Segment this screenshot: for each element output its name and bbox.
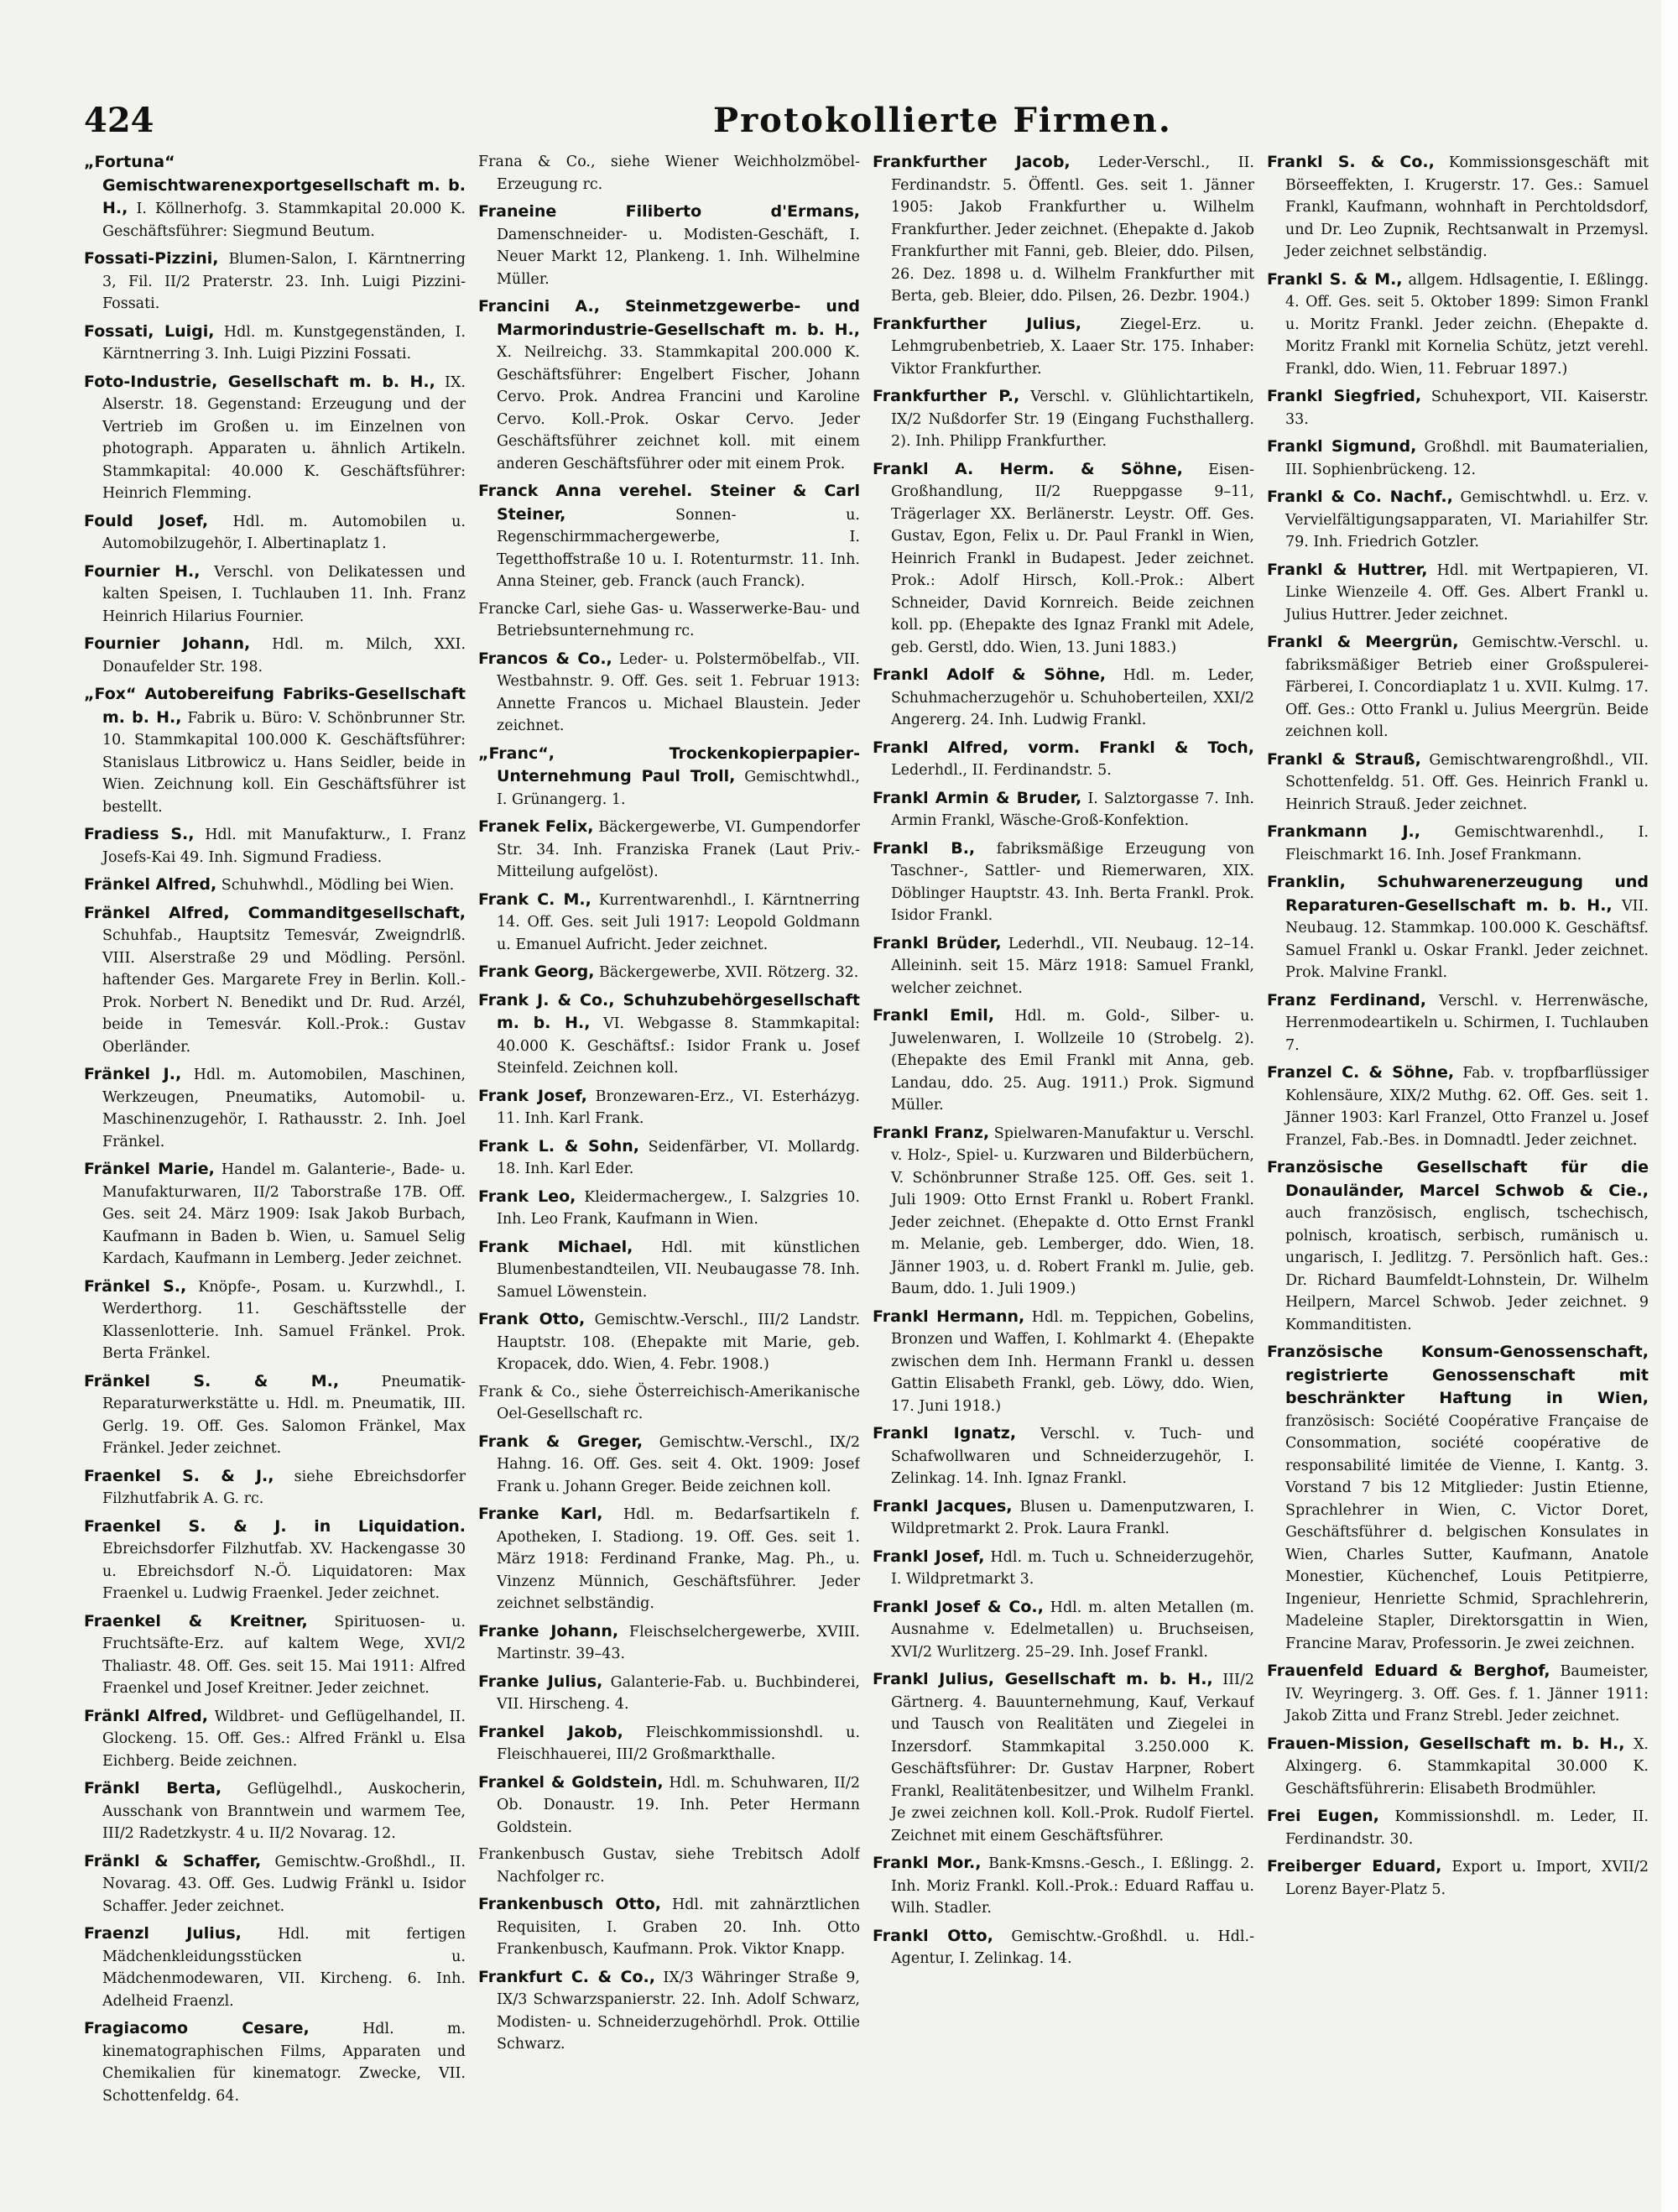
firm-name: Frank C. M., bbox=[478, 889, 591, 909]
firm-name: Frankl Julius, Gesellschaft m. b. H., bbox=[873, 1670, 1213, 1688]
firm-details: Hdl. m. Tuch u. Schneiderzugehör, I. Wildpretmarkt 3. bbox=[891, 1548, 1254, 1588]
firm-name: Fränkel Alfred, bbox=[84, 875, 217, 894]
firm-name: Frankenbusch Otto, bbox=[478, 1895, 661, 1913]
directory-entry bbox=[1267, 749, 1649, 816]
firm-details: Frankenbusch Gustav, siehe Trebitsch Adolf Nachfolger rc. bbox=[478, 1846, 860, 1886]
directory-entry bbox=[873, 1306, 1254, 1418]
firm-name: Frankl Hermann, bbox=[873, 1307, 1025, 1326]
firm-name: Fränkel S. & M., bbox=[84, 1371, 340, 1390]
page-number: 424 bbox=[84, 101, 154, 140]
firm-details: auch französisch, englisch, tschechisch, polnisch, kroatisch, serbisch, rumänisch u. ungarisch, I. Jedlitzg. 7. Persönlich haft. Ges.: Dr. Richard Baumfeldt-Lohnstein, Dr. Wilhelm Heilpern, Marcel Schwob. Jeder zeichnet. 9 Kommanditisten. bbox=[1285, 1205, 1649, 1333]
directory-entry bbox=[478, 1085, 860, 1130]
directory-entry bbox=[84, 561, 466, 629]
directory-entry bbox=[84, 1276, 466, 1365]
firm-name: Franck Anna verehel. Steiner & Carl Steiner, bbox=[478, 482, 860, 524]
firm-details: Hdl. m. Teppichen, Gobelins, Bronzen und Waffen, I. Kohlmarkt 4. (Ehepakte zwischen dem Inh. Hermann Frankl u. dessen Gattin Elisabeth Frankl, geb. Löwy, ddo. Wien, 17. Juni 1918.) bbox=[891, 1308, 1254, 1415]
firm-name: Frankl Mor., bbox=[873, 1854, 982, 1872]
firm-details: X. Alxingerg. 6. Stammkapital 30.000 K. Geschäftsführerin: Elisabeth Brodmühler. bbox=[1285, 1735, 1649, 1797]
firm-details: Kommissionsgeschäft mit Börseeffekten, I. Krugerstr. 17. Ges.: Samuel Frankl, Kaufmann, wohnhaft in Perchtoldsdorf, und Dr. Leo Zupnik, Rechtsanwalt in Przemysl. Jeder zeichnet selbständig. bbox=[1285, 154, 1649, 260]
firm-details: allgem. Hdlsagentie, I. Eßlingg. 4. Off. Ges. seit 5. Oktober 1899: Simon Frankl u. Moritz Frankl. Jeder zeichn. (Ehepakte d. Moritz Frankl mit Kornelia Schütz, jetzt verehl. Frankl, ddo. Wien, 11. Februar 1897.) bbox=[1285, 271, 1649, 378]
directory-entry bbox=[84, 1370, 466, 1460]
firm-details: Baumeister, IV. Weyringerg. 3. Off. Ges. f. 1. Jänner 1911: Jakob Zitta und Franz Strebl. Jeder zeichnet. bbox=[1285, 1663, 1649, 1724]
column-1 bbox=[84, 151, 466, 2148]
firm-name: Frank Georg, bbox=[478, 963, 595, 981]
firm-name: Frank Michael, bbox=[478, 1237, 633, 1256]
firm-details: Blusen u. Damenputzwaren, I. Wildpretmarkt 2. Prok. Laura Frankl. bbox=[891, 1498, 1254, 1537]
directory-entry bbox=[84, 1516, 466, 1605]
firm-name: Frankl & Strauß, bbox=[1267, 749, 1421, 769]
directory-entry bbox=[1267, 436, 1649, 481]
directory-entry bbox=[1267, 821, 1649, 866]
directory-entry bbox=[84, 1922, 466, 2012]
directory-entry bbox=[873, 787, 1254, 832]
firm-name: Franzel C. & Söhne, bbox=[1267, 1063, 1455, 1082]
firm-name: Frei Eugen, bbox=[1267, 1807, 1379, 1825]
directory-entry bbox=[478, 989, 860, 1080]
directory-entry bbox=[478, 201, 860, 290]
firm-name: Frauen-Mission, Gesellschaft m. b. H., bbox=[1267, 1734, 1625, 1753]
firm-name: Frankel & Goldstein, bbox=[478, 1772, 664, 1792]
firm-name: Francos & Co., bbox=[478, 649, 612, 668]
directory-entry bbox=[84, 151, 466, 243]
directory-entry bbox=[478, 1771, 860, 1839]
firm-details: Bank-Kmsns.-Gesch., I. Eßlingg. 2. Inh. Moriz Frankl. Koll.-Prok.: Eduard Raffau u. Wilh. Stadler. bbox=[891, 1855, 1254, 1917]
firm-name: Fränkel J., bbox=[84, 1065, 182, 1083]
directory-entry bbox=[873, 1122, 1254, 1301]
firm-name: „Franc“, Trockenkopierpapier-Unternehmung Paul Troll, bbox=[478, 743, 860, 785]
firm-name: „Fortuna“ Gemischtwarenexportgesellschaft m. b. H., bbox=[84, 153, 466, 217]
firm-name: Frankl Jacques, bbox=[873, 1496, 1013, 1516]
firm-name: Fournier H., bbox=[84, 561, 201, 581]
firm-name: Fraenkel S. & J. in Liquidation. bbox=[84, 1516, 466, 1536]
firm-details: Bronzewaren-Erz., VI. Esterházyg. 11. Inh. Karl Frank. bbox=[497, 1088, 860, 1127]
directory-entry bbox=[84, 1465, 466, 1510]
firm-details: Hdl. mit zahnärztlichen Requisiten, I. Graben 20. Inh. Otto Frankenbusch, Kaufmann. Prok. Viktor Knapp. bbox=[497, 1896, 860, 1958]
directory-entry bbox=[478, 598, 860, 643]
directory-entry bbox=[478, 1381, 860, 1426]
firm-details: Spirituosen- u. Fruchtsäfte-Erz. auf kaltem Wege, XVI/2 Thaliastr. 48. Off. Ges. seit 15. Mai 1911: Alfred Fraenkel und Josef Kreitner. Jeder zeichnet. bbox=[102, 1613, 466, 1697]
firm-details: Fab. v. tropfbarflüssiger Kohlensäure, XIX/2 Muthg. 62. Off. Ges. seit 1. Jänner 1903: Karl Franzel, Otto Franzel u. Josef Franzel, Fab.-Bes. in Domnadtl. Jeder zeichnet. bbox=[1285, 1065, 1649, 1149]
directory-entry bbox=[478, 1431, 860, 1499]
firm-details: Blumen-Salon, I. Kärntnerring 3, Fil. II/2 Praterstr. 23. Inh. Luigi Pizzini-Fossati. bbox=[102, 251, 466, 312]
firm-details: Damenschneider- u. Modisten-Geschäft, I. Neuer Markt 12, Plankeng. 1. Inh. Wilhelmine Müller. bbox=[497, 226, 860, 288]
directory-entry bbox=[1267, 559, 1649, 627]
firm-details: Leder-Verschl., II. Ferdinandstr. 5. Öffentl. Ges. seit 1. Jänner 1905: Jakob Frankfurther u. Wilhelm Frankfurther. Jeder zeichnet. (Ehepakte d. Jakob Frankfurther mit Fanni, geb. Bleier, ddo. Pilsen, 26. Dez. 1898 u. d. Wilhelm Frankfurther mit Berta, geb. Bleier, ddo. Pilsen, 26. Dezbr. 1904.) bbox=[891, 154, 1254, 305]
directory-entry bbox=[873, 458, 1254, 660]
firm-name: Fould Josef, bbox=[84, 511, 209, 530]
directory-entry bbox=[84, 371, 466, 505]
firm-details: Fleischselchergewerbe, XVIII. Martinstr. 39–43. bbox=[497, 1623, 860, 1662]
directory-entry bbox=[84, 1158, 466, 1270]
firm-name: Frank Otto, bbox=[478, 1310, 586, 1328]
directory-entry bbox=[84, 1705, 466, 1773]
column-4 bbox=[1267, 151, 1649, 2148]
firm-details: Fabrik u. Büro: V. Schönbrunner Str. 10. Stammkapital 100.000 K. Geschäftsführer: Stanislaus Litbrowicz u. Hans Seidler, beide in Wien. Zeichnung koll. Ein Geschäftsführer ist bestellt. bbox=[102, 709, 466, 816]
firm-name: „Fox“ Autobereifung Fabriks-Gesellschaft m. b. H., bbox=[84, 685, 466, 727]
firm-details: Frana & Co., siehe Wiener Weichholzmöbel-Erzeugung rc. bbox=[478, 154, 860, 193]
firm-details: Knöpfe-, Posam. u. Kurzwhdl., I. Werderthorg. 11. Geschäftsstelle der Klassenlotterie. Inh. Samuel Fränkel. Prok. Berta Fränkel. bbox=[102, 1278, 466, 1362]
firm-details: Bäckergewerbe, XVII. Rötzerg. 32. bbox=[594, 964, 859, 981]
firm-name: Frankl Siegfried, bbox=[1267, 387, 1422, 405]
firm-details: Hdl. mit künstlichen Blumenbestandteilen, VII. Neubaugasse 78. Inh. Samuel Löwenstein. bbox=[497, 1239, 860, 1301]
directory-entry bbox=[478, 1844, 860, 1888]
directory-entry bbox=[84, 823, 466, 869]
directory-entry bbox=[84, 902, 466, 1059]
firm-details: Hdl. mit fertigen Mädchenkleidungsstücken u. Mädchenmodewaren, VII. Kircheng. 6. Inh. Adelheid Fraenzl. bbox=[102, 1926, 466, 2010]
directory-entry bbox=[873, 1852, 1254, 1920]
column-2 bbox=[478, 151, 860, 2148]
directory-entry bbox=[1267, 871, 1649, 984]
firm-name: Frank Josef, bbox=[478, 1086, 587, 1105]
directory-entry bbox=[478, 743, 860, 811]
directory-entry bbox=[478, 1620, 860, 1666]
directory-entry bbox=[873, 737, 1254, 782]
firm-details: Gemischtwhdl. u. Erz. v. Vervielfältigungsapparaten, VI. Mariahilfer Str. 79. Inh. Friedrich Gotzler. bbox=[1285, 489, 1649, 550]
firm-name: Frankl Josef, bbox=[873, 1547, 985, 1566]
directory-entry bbox=[873, 837, 1254, 927]
directory-entry bbox=[478, 648, 860, 738]
directory-entry bbox=[873, 151, 1254, 308]
firm-details: Bäckergewerbe, VI. Gumpendorfer Str. 34. Inh. Franziska Franek (Laut Priv.-Mitteilung aufgelöst). bbox=[497, 819, 860, 880]
firm-details: Gemischtwarenhdl., I. Fleischmarkt 16. Inh. Josef Frankmann. bbox=[1285, 824, 1649, 863]
firm-details: Hdl. m. Bedarfsartikeln f. Apotheken, I. Stadiong. 19. Off. Ges. seit 1. März 1918: Ferdinand Franke, Mag. Ph., u. Vinzenz Münnich, Geschäftsführer. Jeder zeichnet selbständig. bbox=[497, 1506, 860, 1612]
firm-details: Hdl. m. Milch, XXI. Donaufelder Str. 198. bbox=[102, 636, 466, 676]
firm-details: I. Köllnerhofg. 3. Stammkapital 20.000 K. Geschäftsführer: Siegmund Beutum. bbox=[102, 201, 466, 240]
firm-name: Frankl S. & Co., bbox=[1267, 153, 1435, 171]
directory-entry bbox=[873, 1422, 1254, 1490]
directory-entry bbox=[84, 1777, 466, 1845]
directory-entry bbox=[1267, 151, 1649, 263]
firm-details: IX/3 Währinger Straße 9, IX/3 Schwarzspanierstr. 22. Inh. Adolf Schwarz, Modisten- u. Schneiderzugehörhdl. Prok. Ottilie Schwarz. bbox=[497, 1969, 860, 2053]
firm-name: Frankl A. Herm. & Söhne, bbox=[873, 459, 1183, 478]
directory-entry bbox=[1267, 1156, 1649, 1336]
directory-entry bbox=[873, 1004, 1254, 1117]
firm-details: Spielwaren-Manufaktur u. Verschl. v. Holz-, Spiel- u. Kurzwaren und Bilderbüchern, V. Schönbrunner Straße 125. Off. Ges. seit 1. Juli 1909: Otto Ernst Frankl u. Robert Frankl. Jeder zeichnet. (Ehepakte d. Otto Ernst Frankl m. Melanie, geb. Lemberger, ddo. Wien, 18. Jänner 1903, u. d. Robert Frankl m. Julie, geb. Baum, ddo. 1. Juli 1909.) bbox=[891, 1124, 1254, 1297]
directory-entry bbox=[84, 1063, 466, 1153]
directory-entry bbox=[84, 1850, 466, 1918]
firm-name: Frankl & Co. Nachf., bbox=[1267, 488, 1453, 506]
firm-name: Fraenkel S. & J., bbox=[84, 1466, 274, 1485]
firm-name: Frankl S. & M., bbox=[1267, 269, 1403, 289]
directory-entry bbox=[84, 874, 466, 897]
page-title: Protokollierte Firmen. bbox=[713, 101, 1172, 140]
directory-entry bbox=[873, 932, 1254, 1000]
directory-entry bbox=[478, 1893, 860, 1961]
firm-name: Franke Johann, bbox=[478, 1621, 619, 1641]
firm-name: Frankl Emil, bbox=[873, 1006, 995, 1025]
directory-entry bbox=[84, 683, 466, 818]
firm-name: Franke Julius, bbox=[478, 1672, 603, 1691]
firm-name: Frankl & Meergrün, bbox=[1267, 633, 1459, 651]
directory-entry bbox=[478, 1503, 860, 1615]
firm-details: Galanterie-Fab. u. Buchbinderei, VII. Hirscheng. 4. bbox=[497, 1673, 860, 1713]
directory-entry bbox=[1267, 989, 1649, 1057]
firm-details: Hdl. m. alten Metallen (m. Ausnahme v. Edelmetallen) u. Bruchseisen, XVI/2 Wurlitzerg. 25–29. Inh. Josef Frankl. bbox=[891, 1599, 1254, 1661]
directory-entry bbox=[478, 1308, 860, 1376]
firm-details: Gemischtwarengroßhdl., VII. Schottenfeldg. 51. Off. Ges. Heinrich Frankl u. Heinrich Strauß. Jeder zeichnet. bbox=[1285, 751, 1649, 813]
firm-details: Seidenfärber, VI. Mollardg. 18. Inh. Karl Eder. bbox=[497, 1138, 860, 1177]
firm-name: Frank & Greger, bbox=[478, 1432, 644, 1451]
firm-details: Hdl. m. Kunstgegenständen, I. Kärntnerring 3. Inh. Luigi Pizzini Fossati. bbox=[102, 323, 466, 363]
firm-name: Fragiacomo Cesare, bbox=[84, 2019, 310, 2037]
firm-details: Fleischkommissionshdl. u. Fleischhauerei, III/2 Großmarkthalle. bbox=[497, 1724, 860, 1763]
directory-entry bbox=[478, 1966, 860, 2056]
firm-name: Frauenfeld Eduard & Berghof, bbox=[1267, 1662, 1550, 1680]
directory-entry bbox=[873, 1495, 1254, 1541]
firm-name: Fränkel Marie, bbox=[84, 1160, 215, 1178]
firm-details: Hdl. m. Gold-, Silber- u. Juwelenwaren, I. Wollzeile 10 (Strobelg. 2). (Ehepakte des Emil Frankl mit Anna, geb. Landau, ddo. 25. Aug. 1911.) Prok. Sigmund Müller. bbox=[891, 1008, 1254, 1114]
firm-details: IX. Alserstr. 18. Gegenstand: Erzeugung und der Vertrieb im Großen u. im Einzelnen von photograph. Apparaten u. ähnlich Artikeln. Stammkapital: 40.000 K. Geschäftsführer: Heinrich Flemming. bbox=[102, 373, 466, 502]
firm-details: Gemischtw.-Großhdl., II. Novarag. 43. Off. Ges. Ludwig Fränkl u. Isidor Schaffer. Jeder zeichnet. bbox=[102, 1853, 466, 1915]
firm-name: Frankl Alfred, vorm. Frankl & Toch, bbox=[873, 738, 1254, 757]
firm-details: Gemischtw.-Verschl., IX/2 Hahng. 16. Off. Ges. seit 4. Okt. 1909: Josef Frank u. Johann Greger. Beide zeichnen koll. bbox=[497, 1433, 860, 1495]
directory-entry bbox=[873, 1596, 1254, 1664]
firm-name: Frankfurt C. & Co., bbox=[478, 1967, 655, 1986]
firm-details: Wildbret- und Geflügelhandel, II. Glockeng. 15. Off. Ges.: Alfred Fränkl u. Elsa Eichberg. Beide zeichnen. bbox=[102, 1708, 466, 1770]
firm-details: Hdl. m. Schuhwaren, II/2 Ob. Donaustr. 19. Inh. Peter Hermann Goldstein. bbox=[497, 1774, 860, 1836]
firm-name: Frankl Josef & Co., bbox=[873, 1597, 1044, 1616]
firm-name: Frankfurther Julius, bbox=[873, 314, 1081, 333]
firm-details: Hdl. m. kinematographischen Films, Apparaten und Chemikalien für kinematogr. Zwecke, VII. Schottenfeldg. 64. bbox=[102, 2021, 466, 2105]
firm-name: Freiberger Eduard, bbox=[1267, 1857, 1442, 1876]
firm-name: Französische Gesellschaft für die Donauländer, Marcel Schwob & Cie., bbox=[1267, 1158, 1649, 1200]
firm-name: Frankl Franz, bbox=[873, 1123, 990, 1142]
firm-name: Fränkl Berta, bbox=[84, 1779, 222, 1797]
firm-details: Hdl. m. Automobilen, Maschinen, Werkzeugen, Pneumatiks, Automobil- u. Maschinenzugehör, I. Rathausstr. 2. Inh. Joel Fränkel. bbox=[102, 1067, 466, 1150]
directory-entry bbox=[1267, 1733, 1649, 1801]
directory-entry bbox=[478, 1721, 860, 1766]
directory-entry bbox=[1267, 1062, 1649, 1151]
directory-entry bbox=[1267, 1855, 1649, 1901]
firm-details: Leder- u. Polstermöbelfab., VII. Westbahnstr. 9. Off. Ges. seit 1. Februar 1913: Annette Francos u. Michael Blaustein. Jeder zeichnet. bbox=[497, 650, 860, 734]
firm-details: Hdl. mit Wertpapieren, VI. Linke Wienzeile 4. Off. Ges. Albert Frankl u. Julius Huttrer. Jeder zeichnet. bbox=[1285, 561, 1649, 623]
firm-details: siehe Ebreichsdorfer Filzhutfabrik A. G. rc. bbox=[102, 1468, 466, 1507]
firm-name: Frankl Armin & Bruder, bbox=[873, 788, 1082, 807]
firm-details: III/2 Gärtnerg. 4. Bauunternehmung, Kauf, Verkauf und Tausch von Realitäten und Ziegelei in Inzersdorf. Stammkapital 3.250.000 K. Geschäftsführer: Dr. Gustav Harpner, Robert Frankl, Realitätenbesitzer, und Wilhelm Frankl. Je zwei zeichnen koll. Koll.-Prok. Rudolf Fiertel. Zeichnet mit einem Geschäftsführer. bbox=[891, 1672, 1254, 1844]
firm-details: Frank & Co., siehe Österreichisch-Amerikanische Oel-Gesellschaft rc. bbox=[478, 1383, 860, 1422]
firm-details: Hdl. m. Automobilen u. Automobilzugehör, I. Albertinaplatz 1. bbox=[102, 513, 466, 552]
page-header bbox=[84, 101, 1653, 151]
firm-name: Fradiess S., bbox=[84, 825, 195, 843]
firm-name: Frankfurther P., bbox=[873, 387, 1020, 405]
directory-entry bbox=[478, 889, 860, 957]
firm-name: Frankl Ignatz, bbox=[873, 1424, 1017, 1442]
firm-name: Frank L. & Sohn, bbox=[478, 1136, 640, 1156]
firm-details: VI. Webgasse 8. Stammkapital: 40.000 K. Geschäftsf.: Isidor Frank u. Josef Steinfeld. Zeichnen koll. bbox=[497, 1015, 860, 1077]
directory-entry bbox=[1267, 1341, 1649, 1655]
scan-edge bbox=[1661, 0, 1678, 2212]
firm-name: Fränkl Alfred, bbox=[84, 1706, 208, 1725]
directory-entry bbox=[1267, 385, 1649, 430]
firm-details: Verschl. v. Tuch- und Schafwollwaren und Schneiderzugehör, I. Zelinkag. 14. Inh. Ignaz Frankl. bbox=[891, 1426, 1254, 1487]
firm-details: Lederhdl., II. Ferdinandstr. 5. bbox=[891, 762, 1112, 779]
directory-entry bbox=[873, 385, 1254, 453]
firm-name: Frankl Otto, bbox=[873, 1926, 993, 1945]
firm-details: Ziegel-Erz. u. Lehmgrubenbetrieb, X. Laaer Str. 175. Inhaber: Viktor Frankfurther. bbox=[891, 316, 1254, 378]
firm-details: Kommissionshdl. m. Leder, II. Ferdinandstr. 30. bbox=[1285, 1808, 1649, 1848]
firm-name: Frankl Sigmund, bbox=[1267, 437, 1417, 456]
directory-entry bbox=[478, 816, 860, 884]
firm-name: Frank J. & Co., Schuhzubehörgesellschaft m. b. H., bbox=[478, 990, 860, 1032]
directory-entry bbox=[478, 1671, 860, 1716]
firm-name: Fränkel Alfred, Commanditgesellschaft, bbox=[84, 903, 466, 922]
column-3 bbox=[873, 151, 1254, 2148]
firm-details: Großhdl. mit Baumaterialien, III. Sophienbrückeng. 12. bbox=[1285, 439, 1649, 478]
directory-entry bbox=[84, 510, 466, 556]
firm-name: Franek Felix, bbox=[478, 817, 594, 836]
firm-details: Geflügelhdl., Auskocherin, Ausschank von Branntwein und warmem Tee, III/2 Radetzkystr. 4 u. II/2 Novarag. 12. bbox=[102, 1781, 466, 1842]
firm-details: Gemischtw.-Verschl. u. fabriksmäßiger Betrieb einer Großspulerei-Färberei, I. Concordiaplatz 1 u. XVII. Kulmg. 17. Off. Ges.: Otto Frankl u. Julius Meergrün. Beide zeichnen koll. bbox=[1285, 634, 1649, 740]
firm-details: Kurrentwarenhdl., I. Kärntnerring 14. Off. Ges. seit Juli 1917: Leopold Goldmann u. Emanuel Aufricht. Jeder zeichnet. bbox=[497, 891, 860, 953]
firm-name: Frankmann J., bbox=[1267, 822, 1420, 841]
firm-name: Frank Leo, bbox=[478, 1187, 576, 1206]
directory-entry bbox=[1267, 1660, 1649, 1728]
firm-details: Export u. Import, XVII/2 Lorenz Bayer-Platz 5. bbox=[1285, 1859, 1649, 1898]
firm-name: Frankl B., bbox=[873, 838, 976, 858]
directory-entry bbox=[84, 2017, 466, 2107]
directory-entry bbox=[478, 1186, 860, 1231]
firm-name: Fränkel S., bbox=[84, 1276, 187, 1296]
firm-name: Frankl Brüder, bbox=[873, 933, 1002, 952]
directory-entry bbox=[873, 1668, 1254, 1847]
firm-details: Schuhexport, VII. Kaiserstr. 33. bbox=[1285, 389, 1649, 428]
firm-details: Ebreichsdorfer Filzhutfab. XV. Hackengasse 30 u. Ebreichsdorf N.-Ö. Liquidatoren: Max Fraenkel u. Ludwig Fraenkel. Jeder zeichnet. bbox=[102, 1541, 466, 1602]
directory-entry bbox=[1267, 631, 1649, 743]
firm-details: Gemischtw.-Großhdl. u. Hdl.-Agentur, I. Zelinkag. 14. bbox=[891, 1928, 1254, 1967]
firm-name: Foto-Industrie, Gesellschaft m. b. H., bbox=[84, 372, 435, 391]
firm-name: Fossati, Luigi, bbox=[84, 321, 215, 341]
directory-entry bbox=[478, 961, 860, 984]
firm-name: Frankl & Huttrer, bbox=[1267, 560, 1428, 579]
firm-details: Kleidermachergew., I. Salzgries 10. Inh. Leo Frank, Kaufmann in Wien. bbox=[497, 1188, 860, 1228]
firm-name: Fournier Johann, bbox=[84, 634, 251, 653]
firm-details: Hdl. m. Leder, Schuhmacherzugehör u. Schuhoberteilen, XXI/2 Angererg. 24. Inh. Ludwig Frankl. bbox=[891, 667, 1254, 728]
firm-details: Lederhdl., VII. Neubaug. 12–14. Alleininh. seit 15. März 1918: Samuel Frankl, welcher zeichnet. bbox=[891, 935, 1254, 997]
directory-entry bbox=[478, 151, 860, 196]
firm-name: Frankfurther Jacob, bbox=[873, 153, 1071, 171]
firm-name: Francini A., Steinmetzgewerbe- und Marmorindustrie-Gesellschaft m. b. H., bbox=[478, 297, 860, 339]
firm-details: Sonnen- u. Regenschirmmachergewerbe, I. Tegetthoffstraße 10 u. I. Rotenturmstr. 11. Inh. Anna Steiner, geb. Franck (auch Franck). bbox=[497, 506, 860, 590]
firm-name: Franklin, Schuhwarenerzeugung und Reparaturen-Gesellschaft m. b. H., bbox=[1267, 873, 1649, 915]
directory-entry bbox=[478, 295, 860, 475]
firm-details: Verschl. von Delikatessen und kalten Speisen, I. Tuchlauben 11. Inh. Franz Heinrich Hilarius Fournier. bbox=[102, 563, 466, 625]
firm-details: Gemischtwhdl., I. Grünangerg. 1. bbox=[497, 769, 860, 808]
firm-details: X. Neilreichg. 33. Stammkapital 200.000 K. Geschäftsführer: Engelbert Fischer, Johann Cervo. Prok. Andrea Francini und Karoline Cervo. Koll.-Prok. Oskar Cervo. Jeder Geschäftsführer zeichnet koll. mit einem anderen Geschäftsführer oder mit einem Prok. bbox=[497, 344, 860, 472]
firm-details: Gemischtw.-Verschl., III/2 Landstr. Hauptstr. 108. (Ehepakte mit Marie, geb. Kropacek, ddo. Wien, 4. Febr. 1908.) bbox=[497, 1312, 860, 1373]
directory-entry bbox=[478, 1135, 860, 1181]
directory-entry bbox=[84, 1610, 466, 1700]
directory-entry bbox=[478, 1236, 860, 1304]
firm-name: Fränkl & Schaffer, bbox=[84, 1851, 262, 1870]
firm-details: Verschl. v. Glühlichtartikeln, IX/2 Nußdorfer Str. 19 (Eingang Fuchsthallerg. 2). Inh. Philipp Frankfurther. bbox=[891, 389, 1254, 450]
firm-name: Franeine Filiberto d'Ermans, bbox=[478, 202, 860, 221]
firm-details: Eisen-Großhandlung, II/2 Rueppgasse 9–11, Trägerlager XX. Berlänerstr. Leystr. Off. Ges. Gustav, Egon, Felix u. Dr. Paul Frankl in Wien, Heinrich Frankl in Budapest. Jeder zeichnet. Prok.: Adolf Hirsch, Koll.-Prok.: Albert Schneider, David Kornreich. Beide zeichnen koll. pp. (Ehepakte des Ignaz Frankl mit Adele, geb. Gerstl, ddo. Wien, 13. Juni 1883.) bbox=[891, 461, 1254, 656]
firm-name: Franke Karl, bbox=[478, 1505, 603, 1523]
firm-details: Pneumatik-Reparaturwerkstätte u. Hdl. m. Pneumatik, III. Gerlg. 19. Off. Ges. Salomon Fränkel, Max Fränkel. Jeder zeichnet. bbox=[102, 1373, 466, 1457]
directory-entry bbox=[84, 248, 466, 316]
firm-name: Frankel Jakob, bbox=[478, 1722, 623, 1741]
directory-entry bbox=[478, 480, 860, 593]
firm-details: Hdl. mit Manufakturw., I. Franz Josefs-Kai 49. Inh. Sigmund Fradiess. bbox=[102, 827, 466, 866]
firm-name: Fraenzl Julius, bbox=[84, 1924, 242, 1943]
firm-details: Verschl. v. Herrenwäsche, Herrenmodeartikeln u. Schirmen, I. Tuchlauben 7. bbox=[1285, 992, 1649, 1054]
directory-entry bbox=[873, 664, 1254, 732]
firm-details: VII. Neubaug. 12. Stammkap. 100.000 K. Geschäftsf. Samuel Frankl u. Oskar Frankl. Jeder zeichnet. Prok. Malvine Frankl. bbox=[1285, 897, 1649, 981]
directory-entry bbox=[873, 313, 1254, 381]
firm-details: I. Salztorgasse 7. Inh. Armin Frankl, Wäsche-Groß-Konfektion. bbox=[891, 790, 1254, 829]
directory-entry bbox=[1267, 269, 1649, 381]
directory-entry bbox=[1267, 1805, 1649, 1850]
directory-entry bbox=[873, 1546, 1254, 1591]
directory-entry bbox=[84, 321, 466, 366]
directory-columns bbox=[84, 151, 1653, 2148]
directory-entry bbox=[1267, 486, 1649, 554]
firm-name: Frankl Adolf & Söhne, bbox=[873, 665, 1107, 684]
firm-details: fabriksmäßige Erzeugung von Taschner-, Sattler- und Riemerwaren, XIX. Döblinger Hauptstr. 43. Inh. Berta Frankl. Prok. Isidor Frankl. bbox=[891, 840, 1254, 924]
firm-name: Fossati-Pizzini, bbox=[84, 249, 219, 268]
firm-name: Fraenkel & Kreitner, bbox=[84, 1611, 308, 1630]
firm-name: Franz Ferdinand, bbox=[1267, 990, 1426, 1009]
firm-details: Francke Carl, siehe Gas- u. Wasserwerke-Bau- und Betriebsunternehmung rc. bbox=[478, 600, 860, 639]
firm-details: Handel m. Galanterie-, Bade- u. Manufakturwaren, II/2 Taborstraße 17B. Off. Ges. seit 24. März 1909: Isak Jakob Burbach, Kaufmann in Baden b. Wien, u. Samuel Selig Kardach, Kaufmann in Lemberg. Jeder zeichnet. bbox=[102, 1161, 466, 1267]
firm-name: Französische Konsum-Genossenschaft, registrierte Genossenschaft mit beschränkter Haftung in Wien, bbox=[1267, 1343, 1649, 1407]
directory-entry bbox=[873, 1925, 1254, 1970]
firm-details: französisch: Société Coopérative Française de Consommation, société coopérative de responsabilité limitée de Vienne, I. Kantg. 3. Vorstand 7 bis 12 Mitglieder: Justin Etienne, Sprachlehrer in Wien, C. Victor Doret, Geschäftsführer d. belgischen Konsulates in Wien, Charles Sutter, Kaufmann, Anatole Monestier, Küchenchef, Louis Petitpierre, Ingenieur, Henriette Schmid, Sprachlehrerin, Madeleine Stapler, Direktorsgattin in Wien, Francine Marav, Professorin. Je zwei zeichnen. bbox=[1285, 1412, 1649, 1652]
firm-details: Schuhfab., Hauptsitz Temesvár, Zweigndrlß. VIII. Alserstraße 29 und Mödling. Persönl. haftender Ges. Margarete Frey in Berlin. Koll.-Prok. Norbert N. Benedikt und Dr. Rud. Arzél, beide in Temesvár. Koll.-Prok.: Gustav Oberländer. bbox=[102, 927, 466, 1056]
firm-details: Schuhwhdl., Mödling bei Wien. bbox=[216, 877, 455, 894]
directory-entry bbox=[84, 633, 466, 678]
